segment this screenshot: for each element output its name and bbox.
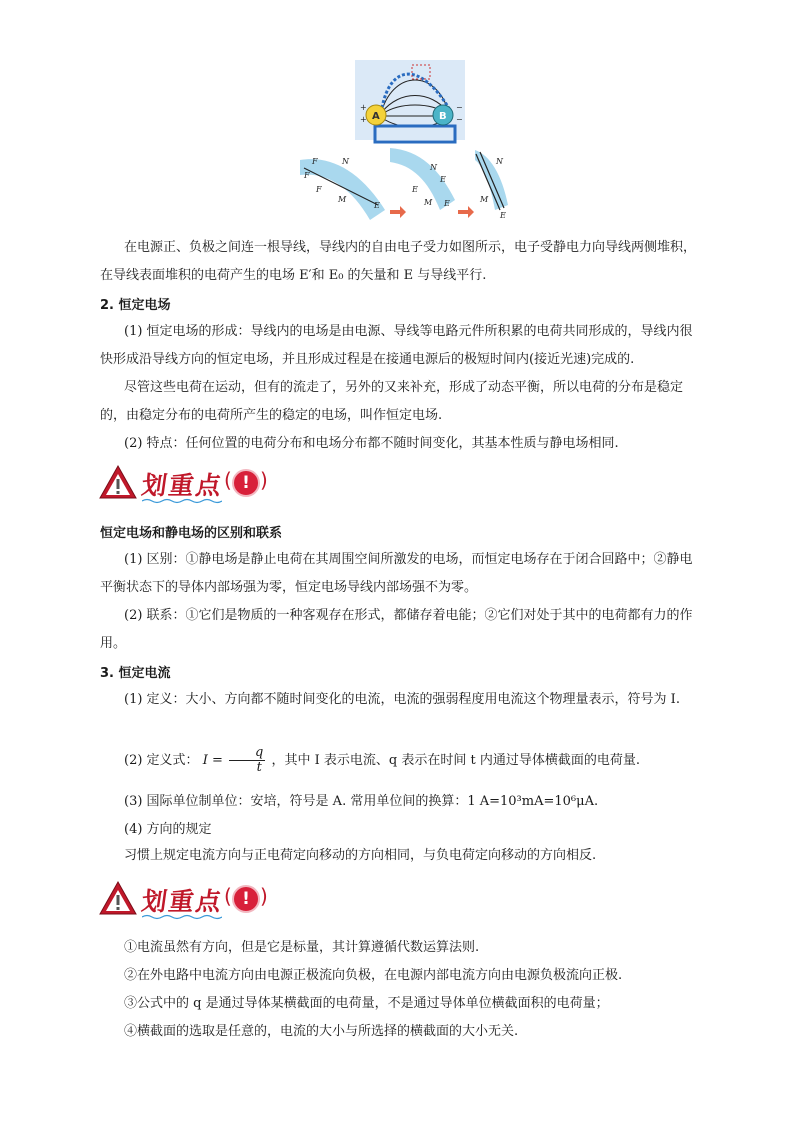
formula-lhs: I = bbox=[202, 753, 223, 768]
svg-text:E: E bbox=[374, 201, 380, 210]
definition-suffix: ，其中 I 表示电流、q 表示在时间 t 内通过导体横截面的电荷量. bbox=[271, 753, 640, 768]
label-a: A bbox=[372, 111, 380, 122]
formula-denominator: t bbox=[256, 760, 262, 775]
keypoint-2-item-2: ②在外电路中电流方向由电源正极流向负极，在电源内部电流方向由电源负极流向正极. bbox=[124, 968, 623, 983]
keypoint-banner-1: 划重点 ( ! ) bbox=[98, 462, 278, 504]
intro-paragraph: 在电源正、负极之间连一根导线，导线内的自由电子受力如图所示，电子受静电力向导线两侧堆积，在导线表面堆积的电荷产生的电场 E′和 E₀ 的矢量和 E 与导线平行. bbox=[100, 240, 697, 283]
svg-text:F: F bbox=[304, 171, 310, 180]
keypoint-banner-2: 划重点 ( ! ) bbox=[98, 878, 278, 920]
section-3-p5: 习惯上规定电流方向与正电荷定向移动的方向相同，与负电荷定向移动的方向相反. bbox=[124, 848, 597, 863]
keypoint-1-title: 恒定电场和静电场的区别和联系 bbox=[100, 526, 283, 541]
svg-text:E: E bbox=[440, 175, 446, 184]
exclamation-icon: ! bbox=[232, 885, 260, 913]
section-3-p1: (1) 定义：大小、方向都不随时间变化的电流，电流的强弱程度用电流这个物理量表示，符号为 I. bbox=[124, 692, 680, 707]
svg-text:+: + bbox=[360, 115, 367, 124]
formula-fraction bbox=[229, 746, 265, 775]
keypoint-1-p1: (1) 区别：①静电场是静止电荷在其周围空间所激发的电场，而恒定电场存在于闭合回路中；②静电平衡状态下的导体内部场强为零，恒定电场导线内部场强不为零。 bbox=[100, 552, 693, 595]
keypoint-2-item-4: ④横截面的选取是任意的，电流的大小与所选择的横截面的大小无关. bbox=[124, 1024, 519, 1039]
svg-text:−: − bbox=[456, 103, 463, 112]
svg-text:E: E bbox=[412, 185, 418, 194]
section-3-p2 bbox=[100, 746, 700, 775]
definition-prefix: (2) 定义式： bbox=[124, 753, 199, 768]
warning-triangle-icon bbox=[98, 880, 138, 916]
section-3-p4: (4) 方向的规定 bbox=[124, 822, 212, 837]
svg-text:F: F bbox=[316, 185, 322, 194]
label-b: B bbox=[439, 111, 447, 122]
svg-text:E: E bbox=[444, 199, 450, 208]
keypoint-label: 划重点 bbox=[139, 471, 225, 500]
section-2-p2: 尽管这些电荷在运动，但有的流走了，另外的又来补充，形成了动态平衡，所以电荷的分布是稳定的，由稳定分布的电荷所产生的稳定的电场，叫作恒定电场. bbox=[100, 380, 684, 423]
svg-text:F: F bbox=[312, 157, 318, 166]
svg-text:−: − bbox=[456, 115, 463, 124]
wave-underline bbox=[142, 914, 222, 920]
keypoint-2-item-1: ①电流虽然有方向，但是它是标量，其计算遵循代数运算法则. bbox=[124, 940, 480, 955]
svg-text:N: N bbox=[342, 157, 349, 166]
section-2-p3: (2) 特点：任何位置的电荷分布和电场分布都不随时间变化，其基本性质与静电场相同. bbox=[124, 436, 619, 451]
svg-text:M: M bbox=[424, 198, 433, 207]
keypoint-2-item-3: ③公式中的 q 是通过导体某横截面的电荷量，不是通过导体单位横截面积的电荷量； bbox=[124, 996, 609, 1011]
svg-text:N: N bbox=[430, 163, 437, 172]
panel-1 bbox=[300, 159, 385, 220]
section-2-heading: 2. 恒定电场 bbox=[100, 298, 171, 313]
svg-text:E: E bbox=[500, 211, 506, 220]
svg-text:M: M bbox=[480, 195, 489, 204]
svg-text:M: M bbox=[338, 195, 347, 204]
warning-triangle-icon bbox=[98, 464, 138, 500]
electric-field-figure bbox=[290, 60, 510, 224]
field-diagram bbox=[290, 60, 510, 220]
section-3-heading: 3. 恒定电流 bbox=[100, 666, 171, 681]
section-2-p1: (1) 恒定电场的形成：导线内的电场是由电源、导线等电路元件所积累的电荷共同形成的，导线内很快形成沿导线方向的恒定电场，并且形成过程是在接通电源后的极短时间内(接近光速)完成的. bbox=[100, 324, 693, 367]
exclamation-icon: ! bbox=[232, 469, 260, 497]
formula-numerator: q bbox=[229, 746, 265, 761]
keypoint-1-p2: (2) 联系：①它们是物质的一种客观存在形式，都储存着电能；②它们对处于其中的电荷都有力的作用。 bbox=[100, 608, 693, 651]
keypoint-label: 划重点 bbox=[139, 887, 225, 916]
section-3-p3: (3) 国际单位制单位：安培，符号是 A. 常用单位间的换算：1 A=10³mA=10⁶μA. bbox=[124, 794, 599, 809]
svg-text:+: + bbox=[360, 103, 367, 112]
svg-text:N: N bbox=[496, 157, 503, 166]
wave-underline bbox=[142, 498, 222, 504]
top-diagram-bg bbox=[355, 60, 465, 140]
